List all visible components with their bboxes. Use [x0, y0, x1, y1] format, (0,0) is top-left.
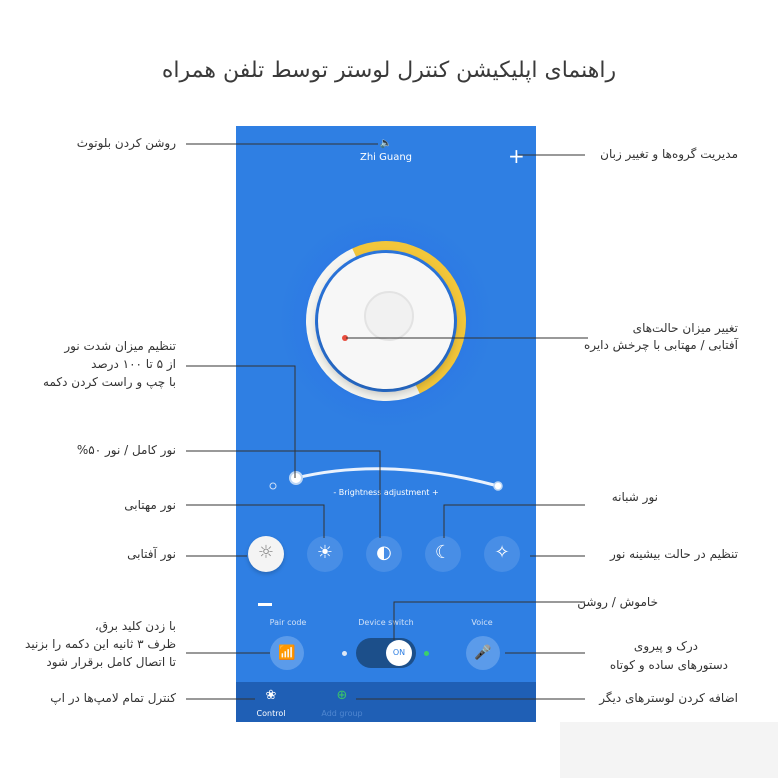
- half-sun-icon[interactable]: ◐: [366, 536, 402, 572]
- sun-outline-icon[interactable]: ☼: [248, 536, 284, 572]
- annotation-voice-1: درک و پیروی: [633, 639, 698, 653]
- add-group-icon[interactable]: ⊕: [336, 688, 348, 703]
- annotation-dial-1: تغییر میزان حالت‌های: [632, 321, 738, 335]
- annotation-night-light: نور شبانه: [611, 490, 658, 504]
- annotation-intensity-2: از ۵ تا ۱۰۰ درصد: [91, 357, 176, 371]
- annotation-intensity-1: تنظیم میزان شدت نور: [64, 339, 176, 353]
- switch-state: ON: [386, 640, 412, 666]
- voice-label: Voice: [471, 618, 493, 627]
- annotation-max-light: تنظیم در حالت بیشینه نور: [610, 547, 738, 561]
- annotation-sunlight: نور آفتابی: [127, 547, 176, 561]
- bulb-icon[interactable]: ✧: [484, 536, 520, 572]
- bluetooth-sound-icon[interactable]: 🔈: [379, 138, 393, 149]
- brightness-label: - Brightness adjustment +: [333, 488, 439, 497]
- annotation-pair-3: تا اتصال کامل برقرار شود: [46, 655, 176, 669]
- tab-add-group[interactable]: Add group: [321, 709, 363, 718]
- annotation-moonlight: نور مهتابی: [124, 498, 176, 512]
- annotation-intensity-3: با چپ و راست کردن دکمه: [43, 375, 176, 389]
- device-name: Zhi Guang: [359, 152, 413, 163]
- moon-icon[interactable]: ☾: [425, 536, 461, 572]
- page-title: راهنمای اپلیکیشن کنترل لوستر توسط تلفن همراه: [161, 58, 617, 83]
- annotation-control-all: کنترل تمام لامپ‌ها در اپ: [50, 691, 176, 705]
- device-switch-label: Device switch: [358, 618, 414, 627]
- add-button[interactable]: +: [508, 144, 525, 168]
- control-tab-icon[interactable]: ❀: [265, 688, 277, 703]
- tab-control[interactable]: Control: [256, 709, 286, 718]
- annotation-pair-1: با زدن کلید برق،: [94, 619, 176, 633]
- sun-filled-icon[interactable]: ☀: [307, 536, 343, 572]
- annotation-bluetooth: روشن کردن بلوتوث: [76, 136, 176, 150]
- antenna-icon: 📶: [278, 645, 296, 661]
- annotation-manage-groups: مدیریت گروه‌ها و تغییر زبان: [600, 147, 738, 161]
- annotation-on-off: خاموش / روشن: [577, 595, 658, 609]
- annotation-dial-2: آفتابی / مهتابی با چرخش دایره: [583, 338, 738, 352]
- annotation-pair-2: ظرف ۳ ثانیه این دکمه را بزنید: [25, 637, 176, 651]
- pair-code-label: Pair code: [269, 618, 307, 627]
- annotation-add-chandelier: اضافه کردن لوسترهای دیگر: [599, 691, 738, 705]
- annotation-voice-2: دستورهای ساده و کوتاه: [609, 658, 728, 672]
- annotation-full-half: نور کامل / نور ۵۰%: [76, 443, 176, 457]
- microphone-icon: 🎤: [474, 645, 492, 661]
